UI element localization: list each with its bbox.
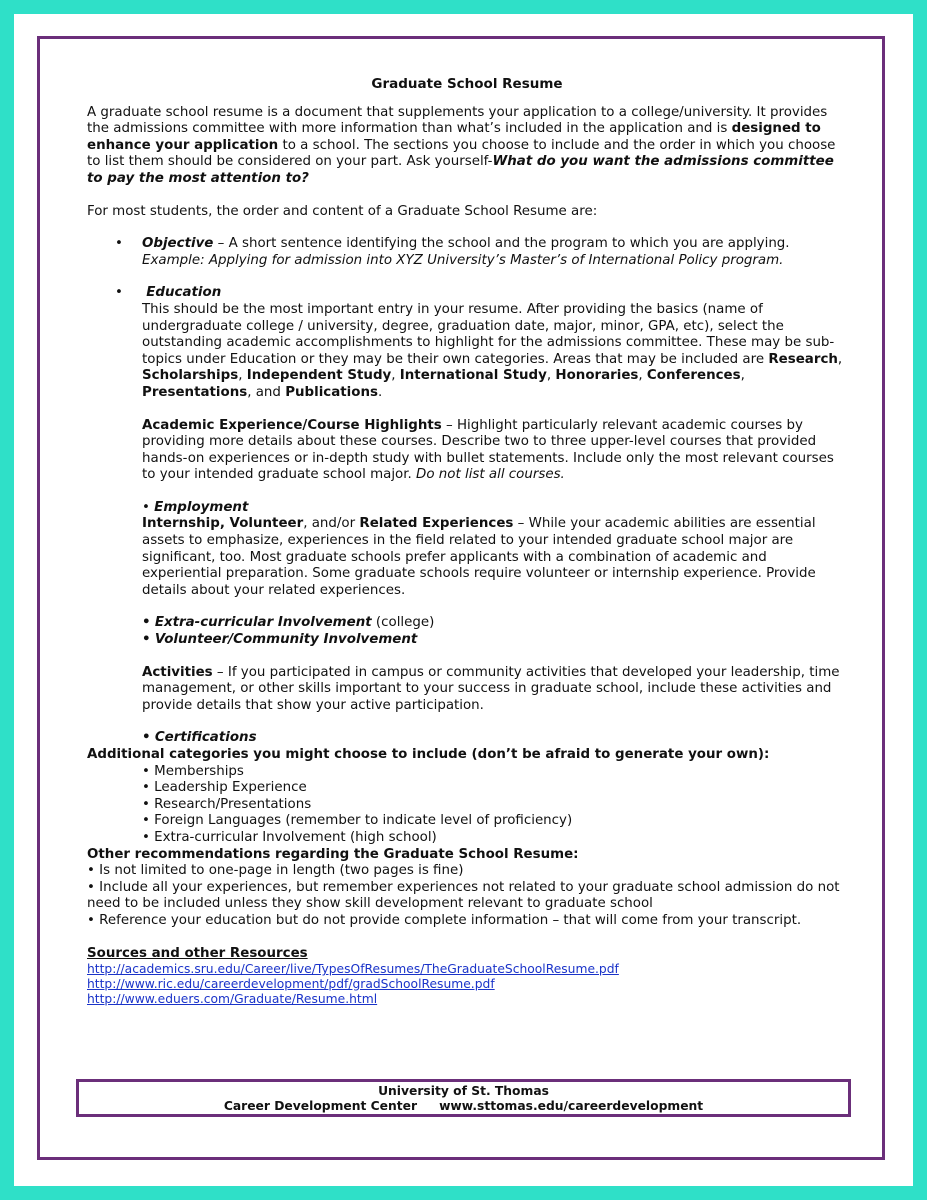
resume-guide <box>87 76 847 1007</box>
intro-paragraph: A graduate school resume is a document that supplements your application to a college/university. It provides the admissions committee with more information than what’s included in the application and is designed to enhance your application to a school. The sections you choose to include and the order in which you choose to list them should be considered on your part. Ask yourself-What do you want the admissions committee to pay the most attention to? <box>87 104 836 186</box>
additional-list <box>142 764 847 847</box>
list-item: • Memberships <box>142 763 244 779</box>
list-item: • Is not limited to one-page in length (two pages is fine) <box>87 863 464 879</box>
academic-section: Academic Experience/Course Highlights – Highlight particularly relevant academic courses by providing more details about these courses. Describe two to three upper-level courses that provided hands-on experiences or in-depth study with bullet statements. Include only the most relevant courses to your intended graduate school major. Do not list all courses. <box>142 417 834 483</box>
education-label: Education <box>146 285 222 301</box>
footer-center: Career Development Center <box>223 1099 418 1113</box>
footer-url[interactable]: www.sttomas.edu/careerdevelopment <box>439 1099 704 1113</box>
order-line: For most students, the order and content of a Graduate School Resume are: <box>87 203 598 219</box>
list-item: • Foreign Languages (remember to indicate level of proficiency) <box>142 813 573 829</box>
employment-section: • Employment Internship, Volunteer, and/or Related Experiences – While your academic abilities are essential assets to emphasize, experiences in the field related to your intended graduate school major are significant, too. Most graduate schools prefer applicants with a combination of academic and experiential preparation. Some graduate schools require volunteer or internship experience. Provide details about your related experiences. <box>142 499 816 598</box>
objective-label: Objective <box>142 236 214 252</box>
list-item: • Research/Presentations <box>142 796 312 812</box>
sources-heading: Sources and other Resources <box>87 945 308 961</box>
certifications-item: • Certifications <box>142 730 257 746</box>
bullet: • <box>115 285 123 301</box>
page <box>14 14 913 1186</box>
list-item: • Include all your experiences, but remember experiences not related to your graduate school admission do not need to be included unless they show skill development relevant to graduate school <box>87 879 840 912</box>
list-item: • Leadership Experience <box>142 780 307 796</box>
source-link[interactable]: http://www.ric.edu/careerdevelopment/pdf/gradSchoolResume.pdf <box>87 976 495 991</box>
page-title: Graduate School Resume <box>371 76 563 92</box>
footer-university: University of St. Thomas <box>378 1084 549 1098</box>
source-link[interactable]: http://www.eduers.com/Graduate/Resume.html <box>87 991 378 1006</box>
activities-section: Activities – If you participated in campus or community activities that developed your leadership, time management, or other skills important to your success in graduate school, include these activities and provide details that show your active participation. <box>142 664 840 713</box>
additional-heading: Additional categories you might choose to include (don’t be afraid to generate your own): <box>87 747 770 762</box>
footer-box <box>76 1079 851 1117</box>
extra-curricular-item: • Extra-curricular Involvement (college) • Volunteer/Community Involvement <box>142 615 435 648</box>
list-item: • Extra-curricular Involvement (high school) <box>142 829 437 845</box>
list-item: • Reference your education but do not provide complete information – that will come from your transcript. <box>87 912 802 928</box>
source-link[interactable]: http://academics.sru.edu/Career/live/TypesOfResumes/TheGraduateSchoolResume.pdf <box>87 962 619 977</box>
education-section: • Education This should be the most important entry in your resume. After providing the basics (name of undergraduate college / university, degree, graduation date, major, minor, GPA, etc), select the outstanding academic accomplishments to highlight for the admissions committee. These may be sub-topics under Education or they may be their own categories. Areas that may be included are Research, Scholarships, Independent Study, International Study, Honoraries, Conferences, Presentations, and Publications. <box>115 285 843 400</box>
bullet: • <box>115 236 123 252</box>
other-heading: Other recommendations regarding the Graduate School Resume: <box>87 846 579 862</box>
objective-section: • Objective – A short sentence identifying the school and the program to which you are applying. Example: Applying for admission into XYZ University’s Master’s of International Policy program. <box>115 236 790 268</box>
